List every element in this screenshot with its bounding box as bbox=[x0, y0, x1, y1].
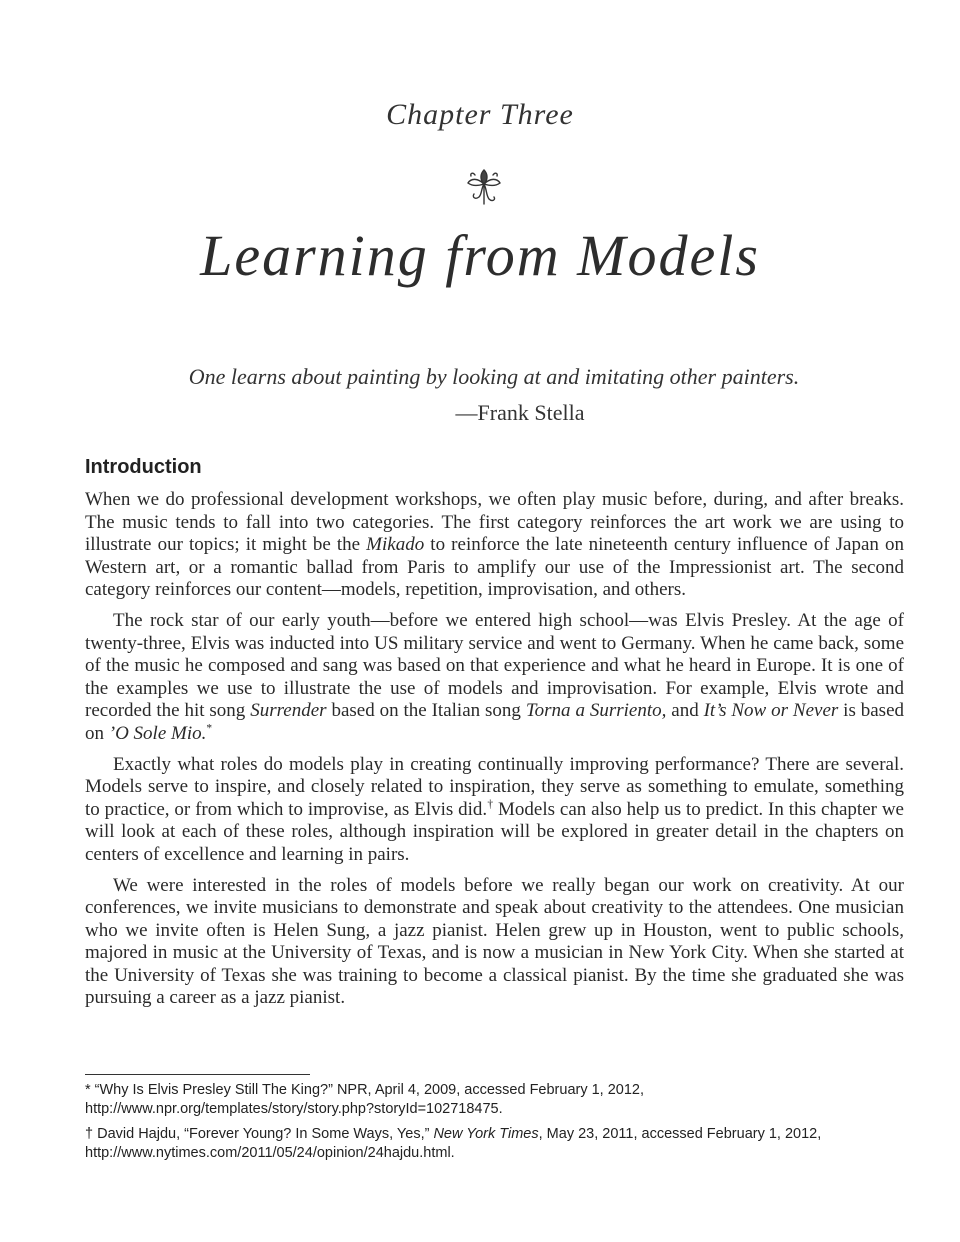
fleur-ornament-icon bbox=[462, 164, 506, 208]
chapter-label: Chapter Three bbox=[386, 98, 574, 131]
footnote-ref-1[interactable]: * bbox=[206, 722, 213, 735]
paragraph-1: When we do professional development workshops, we often play music before, during, and after breaks. The music tends to fall into two categories. The first category reinforces the art work we are using to illustrate our topics; it might be the Mikado to reinforce the late nineteenth century influence of Japan on Western art, or a romantic ballad from Paris to amplify our use of the Impressionist art. The second category reinforces our content—models, repetition, improvisation, and others. bbox=[85, 489, 905, 601]
footnote-2: † David Hajdu, “Forever Young? In Some Ways, Yes,” New York Times, May 23, 2011, accessed February 1, 2012, http://www.nytimes.com/2011/05/24/opinion/24hajdu.html. bbox=[85, 1126, 822, 1161]
section-heading: Introduction bbox=[85, 456, 202, 478]
footnote-ref-2[interactable]: † bbox=[487, 798, 494, 811]
paragraph-2: The rock star of our early youth—before we entered high school—was Elvis Presley. At the age of twenty-three, Elvis was inducted into US military service and went to Germany. When he came back, some of the music he composed and sang was based on that experience and what he heard in Europe. It is one of the examples we use to illustrate the use of models and improvisation. For example, Elvis wrote and recorded the hit song Surrender based on the Italian song Torna a Surriento, and It’s Now or Never is based on ’O Sole Mio.* bbox=[85, 609, 905, 744]
paragraph-4: We were interested in the roles of models before we really began our work on creativity. At our conferences, we invite musicians to demonstrate and speak about creativity to the attendees. One musician who we invite often is Helen Sung, a jazz pianist. Helen grew up in Houston, went to public schools, majored in music at the University of Texas, and is now a musician in New York City. When she started at the University of Texas she was training to become a classical pianist. By the time she graduated she was pursuing a career as a jazz pianist. bbox=[85, 874, 904, 1009]
paragraph-3: Exactly what roles do models play in creating continually improving performance? There are several. Models serve to inspire, and closely related to inspiration, they serve as something to emulate, something to practice, or from which to improvise, as Elvis did.† Models can also help us to predict. In this chapter we will look at each of these roles, although inspiration will be explored in greater detail in the chapters on centers of excellence and learning in pairs. bbox=[85, 753, 904, 865]
footnote-divider bbox=[85, 1074, 310, 1075]
footnote-1: * “Why Is Elvis Presley Still The King?” NPR, April 4, 2009, accessed February 1, 2012, http://www.npr.org/templates/story/story.php?storyId=102718475. bbox=[85, 1082, 645, 1117]
body-text bbox=[85, 489, 904, 1018]
chapter-title: Learning from Models bbox=[200, 223, 760, 288]
epigraph-attribution: —Frank Stella bbox=[455, 400, 585, 425]
footnotes bbox=[85, 1081, 905, 1169]
epigraph-quote: One learns about painting by looking at and imitating other painters. bbox=[188, 364, 800, 389]
